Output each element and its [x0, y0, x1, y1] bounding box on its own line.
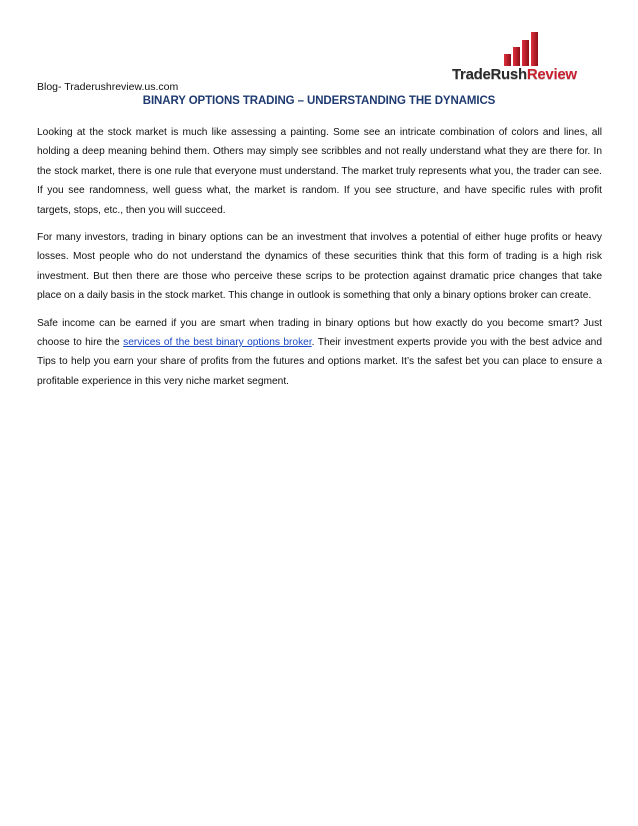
broker-services-link[interactable]: services of the best binary options broker	[123, 337, 312, 349]
bar-chart-logo-icon	[452, 26, 592, 70]
paragraph-3-text-after: . Their investment experts provide you with the best advice and Tips to help you earn your share of profits from the futures and options market. It’s the safest bet you can place to ensure a profitable experience in this very niche market segment.	[37, 337, 602, 387]
traderush-review-logo	[452, 26, 592, 90]
paragraph-3	[37, 314, 602, 392]
article-body	[37, 123, 602, 399]
paragraph-3-text-before: Safe income can be earned if you are smart when trading in binary options but how exactly do you become smart? Just choose to hire the	[37, 317, 602, 349]
logo-wordmark-part1: TradeRush	[452, 66, 527, 83]
paragraph-2: For many investors, trading in binary options can be an investment that involves a potential of either huge profits or heavy losses. Most people who do not understand the dynamics of these securities think that this form of trading is a high risk investment. But then there are those who perceive these scrips to be protection against dramatic price changes that take place on a daily basis in the stock market. This change in outlook is something that only a binary options broker can create.	[37, 232, 602, 302]
logo-wordmark	[452, 66, 592, 83]
page-title: BINARY OPTIONS TRADING – UNDERSTANDING THE DYNAMICS	[142, 95, 496, 107]
logo-wordmark-part2: Review	[526, 66, 577, 83]
blog-source-label: Blog- Traderushreview.us.com	[37, 81, 179, 93]
paragraph-1: Looking at the stock market is much like assessing a painting. Some see an intricate combination of colors and lines, all holding a deep meaning behind them. Others may simply see scribbles and not really understand what they are there for. In the stock market, there is one rule that everyone must understand. The market truly represents what you, the trader can see. If you see randomness, well guess what, the market is random. If you see structure, and have specific rules with profit targets, stops, etc., then you will succeed.	[37, 127, 602, 216]
